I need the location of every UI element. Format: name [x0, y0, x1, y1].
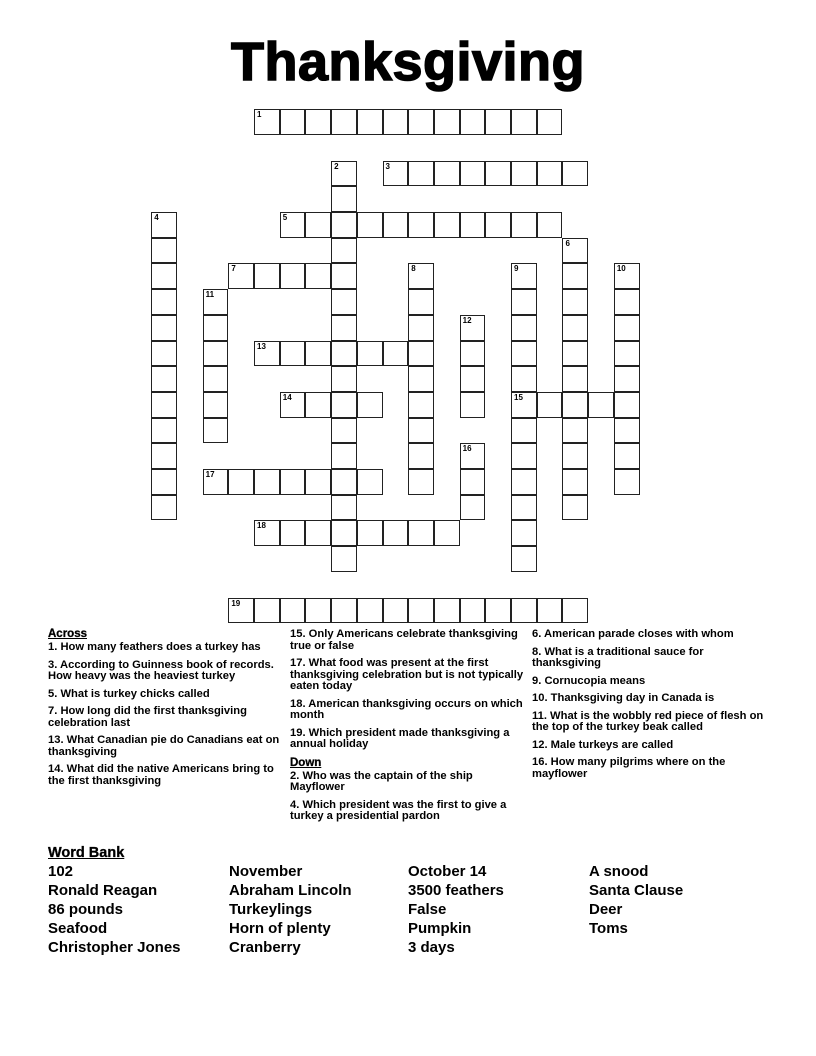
- crossword-cell[interactable]: [537, 598, 563, 624]
- crossword-cell[interactable]: [408, 289, 434, 315]
- word-bank-item: Santa Clause: [589, 882, 684, 899]
- crossword-cell[interactable]: [203, 315, 229, 341]
- crossword-cell[interactable]: [537, 212, 563, 238]
- word-bank-item: False: [408, 901, 447, 918]
- crossword-cell[interactable]: [485, 598, 511, 624]
- crossword-cell[interactable]: [614, 315, 640, 341]
- clue-text: American thanksgiving occurs on which month: [290, 697, 523, 721]
- crossword-cell[interactable]: [562, 289, 588, 315]
- crossword-cell[interactable]: [460, 341, 486, 367]
- crossword-cell[interactable]: [614, 289, 640, 315]
- word-bank-item: Christopher Jones: [48, 939, 181, 956]
- crossword-cell[interactable]: [305, 598, 331, 624]
- crossword-cell[interactable]: [151, 341, 177, 367]
- word-bank-item: Horn of plenty: [229, 920, 331, 937]
- crossword-cell[interactable]: [614, 366, 640, 392]
- crossword-cell[interactable]: [280, 263, 306, 289]
- clue-text: What is the wobbly red piece of flesh on the top of the turkey beak called: [532, 709, 764, 733]
- crossword-cell[interactable]: [280, 212, 306, 238]
- word-bank-item: Turkeylings: [229, 901, 313, 918]
- crossword-cell[interactable]: [562, 263, 588, 289]
- crossword-cell[interactable]: [485, 109, 511, 135]
- clue-text: Cornucopia means: [541, 674, 646, 687]
- crossword-cell[interactable]: [562, 392, 588, 418]
- crossword-cell[interactable]: [460, 495, 486, 521]
- crossword-cell[interactable]: [614, 263, 640, 289]
- crossword-cell[interactable]: [331, 263, 357, 289]
- crossword-cell[interactable]: [562, 598, 588, 624]
- cell-number: 12: [462, 315, 472, 325]
- clue-across-14: [48, 764, 288, 787]
- crossword-cell[interactable]: [357, 598, 383, 624]
- crossword-cell[interactable]: [511, 109, 537, 135]
- crossword-cell[interactable]: [305, 109, 331, 135]
- crossword-cell[interactable]: [331, 315, 357, 341]
- crossword-cell[interactable]: [254, 469, 280, 495]
- crossword-cell[interactable]: [383, 109, 409, 135]
- crossword-cell[interactable]: [460, 443, 486, 469]
- crossword-cell[interactable]: [562, 315, 588, 341]
- clue-down-11: [532, 711, 772, 734]
- crossword-cell[interactable]: [562, 495, 588, 521]
- crossword-cell[interactable]: [357, 109, 383, 135]
- crossword-cell[interactable]: [460, 469, 486, 495]
- cell-number: 1: [257, 110, 262, 120]
- word-bank-item: A snood: [589, 863, 649, 880]
- crossword-cell[interactable]: [562, 443, 588, 469]
- clues-column-1: [48, 628, 288, 793]
- clue-down-16: [532, 757, 772, 780]
- crossword-cell[interactable]: [408, 443, 434, 469]
- crossword-cell[interactable]: [408, 263, 434, 289]
- cell-number: 4: [154, 213, 159, 223]
- crossword-cell[interactable]: [408, 520, 434, 546]
- word-bank-item: Cranberry: [229, 939, 301, 956]
- crossword-cell[interactable]: [460, 315, 486, 341]
- crossword-cell[interactable]: [562, 418, 588, 444]
- clue-number: 8.: [532, 645, 542, 658]
- clue-text: How many pilgrims where on the mayflower: [532, 756, 726, 780]
- crossword-cell[interactable]: [254, 598, 280, 624]
- crossword-cell[interactable]: [280, 598, 306, 624]
- clue-across-5: [48, 689, 288, 701]
- crossword-cell[interactable]: [460, 109, 486, 135]
- crossword-cell[interactable]: [614, 443, 640, 469]
- word-bank-item: Abraham Lincoln: [229, 882, 352, 899]
- crossword-cell[interactable]: [151, 418, 177, 444]
- crossword-cell[interactable]: [408, 418, 434, 444]
- crossword-cell[interactable]: [408, 341, 434, 367]
- crossword-cell[interactable]: [562, 341, 588, 367]
- clue-text: Male turkeys are called: [547, 738, 674, 751]
- cell-number: 18: [257, 521, 266, 531]
- clue-number: 17.: [290, 657, 306, 669]
- word-bank-item: Pumpkin: [408, 920, 472, 937]
- crossword-cell[interactable]: [203, 289, 229, 315]
- crossword-cell[interactable]: [151, 469, 177, 495]
- clue-number: 1.: [48, 641, 58, 653]
- clue-down-8: [532, 647, 772, 670]
- clue-text: Thanksgiving day in Canada is: [547, 692, 715, 704]
- word-bank-item: 3 days: [408, 939, 455, 956]
- clue-text: How long did the first thanksgiving celebration last: [48, 705, 247, 729]
- clue-text: What food was present at the first thanksgiving celebration but is not typically eaten today: [290, 657, 524, 692]
- crossword-cell[interactable]: [383, 598, 409, 624]
- across-heading: Across: [48, 628, 87, 640]
- crossword-cell[interactable]: [357, 341, 383, 367]
- crossword-cell[interactable]: [383, 520, 409, 546]
- crossword-cell[interactable]: [331, 418, 357, 444]
- clue-number: 6.: [532, 628, 542, 640]
- crossword-cell[interactable]: [280, 469, 306, 495]
- crossword-cell[interactable]: [511, 495, 537, 521]
- clue-text: What is turkey chicks called: [57, 687, 210, 700]
- clue-text: What did the native Americans bring to the first thanksgiving: [48, 763, 274, 787]
- clue-across-7: [48, 706, 288, 729]
- crossword-cell[interactable]: [408, 392, 434, 418]
- crossword-cell[interactable]: [537, 161, 563, 187]
- crossword-cell[interactable]: [511, 212, 537, 238]
- cell-number: 11: [205, 290, 215, 300]
- word-bank-item: 102: [48, 863, 74, 880]
- cell-number: 15: [514, 392, 523, 402]
- word-bank-item: 3500 feathers: [408, 882, 504, 899]
- clue-across-17: [290, 658, 530, 693]
- clue-number: 16.: [532, 756, 548, 768]
- clue-number: 19.: [290, 726, 306, 739]
- word-bank-column: [589, 862, 683, 938]
- clue-across-18: [290, 699, 530, 722]
- crossword-cell[interactable]: [408, 469, 434, 495]
- word-bank-item: November: [229, 863, 303, 880]
- crossword-cell[interactable]: [408, 366, 434, 392]
- crossword-cell[interactable]: [331, 212, 357, 238]
- clues-column-3: [532, 629, 772, 786]
- clue-text: What is a traditional sauce for thanksgiving: [532, 645, 704, 669]
- clue-down-9: [532, 676, 772, 688]
- crossword-cell[interactable]: [203, 392, 229, 418]
- cell-number: 16: [462, 444, 472, 454]
- clue-number: 10.: [532, 692, 548, 704]
- crossword-cell[interactable]: [151, 263, 177, 289]
- word-bank-title: Word Bank: [48, 845, 125, 861]
- clue-number: 7.: [48, 705, 58, 717]
- crossword-cell[interactable]: [511, 263, 537, 289]
- crossword-cell[interactable]: [151, 366, 177, 392]
- word-bank-column: [408, 862, 504, 957]
- cell-number: 14: [282, 392, 292, 402]
- clue-across-19: [290, 728, 530, 751]
- crossword-cell[interactable]: [383, 212, 409, 238]
- crossword-cell[interactable]: [614, 392, 640, 418]
- crossword-cell[interactable]: [305, 469, 331, 495]
- clue-number: 18.: [290, 697, 306, 710]
- crossword-cell[interactable]: [614, 418, 640, 444]
- crossword-cell[interactable]: [434, 109, 460, 135]
- crossword-cell[interactable]: [228, 263, 254, 289]
- crossword-cell[interactable]: [280, 341, 306, 367]
- crossword-cell[interactable]: [331, 469, 357, 495]
- cell-number: 9: [514, 264, 519, 274]
- crossword-cell[interactable]: [331, 161, 357, 187]
- crossword-cell[interactable]: [305, 263, 331, 289]
- clue-number: 9.: [532, 674, 542, 687]
- crossword-cell[interactable]: [383, 341, 409, 367]
- word-bank-column: [229, 862, 352, 957]
- crossword-cell[interactable]: [485, 212, 511, 238]
- crossword-cell[interactable]: [511, 289, 537, 315]
- crossword-cell[interactable]: [331, 109, 357, 135]
- crossword-cell[interactable]: [305, 341, 331, 367]
- clue-text: What Canadian pie do Canadians eat on thanksgiving: [48, 734, 280, 758]
- crossword-cell[interactable]: [588, 392, 614, 418]
- clue-text: American parade closes with whom: [541, 628, 734, 640]
- crossword-cell[interactable]: [511, 598, 537, 624]
- clue-across-1: [48, 642, 288, 654]
- crossword-cell[interactable]: [383, 161, 409, 187]
- crossword-cell[interactable]: [331, 495, 357, 521]
- clue-text: According to Guinness book of records. How heavy was the heaviest turkey: [48, 658, 274, 682]
- crossword-cell[interactable]: [460, 161, 486, 187]
- clue-across-15: [290, 629, 530, 652]
- crossword-cell[interactable]: [434, 598, 460, 624]
- clue-down-4: [290, 800, 530, 823]
- clue-down-6: [532, 629, 772, 641]
- crossword-cell[interactable]: [434, 161, 460, 187]
- crossword-cell[interactable]: [331, 598, 357, 624]
- crossword-cell[interactable]: [408, 109, 434, 135]
- cell-number: 2: [334, 161, 339, 171]
- crossword-cell[interactable]: [562, 469, 588, 495]
- crossword-cell[interactable]: [511, 341, 537, 367]
- cell-number: 10: [616, 264, 626, 274]
- crossword-cell[interactable]: [151, 443, 177, 469]
- crossword-cell[interactable]: [254, 341, 280, 367]
- word-bank-item: Deer: [589, 901, 623, 918]
- clue-number: 12.: [532, 738, 548, 751]
- clues-column-2: [290, 629, 530, 829]
- crossword-cell[interactable]: [511, 418, 537, 444]
- crossword-cell[interactable]: [331, 186, 357, 212]
- crossword-cell[interactable]: [151, 238, 177, 264]
- crossword-cell[interactable]: [562, 366, 588, 392]
- clue-down-10: [532, 693, 772, 705]
- crossword-cell[interactable]: [614, 469, 640, 495]
- crossword-cell[interactable]: [151, 392, 177, 418]
- crossword-cell[interactable]: [203, 366, 229, 392]
- crossword-cell[interactable]: [511, 315, 537, 341]
- clue-text: Which president was the first to give a turkey a presidential pardon: [290, 798, 507, 822]
- clue-number: 3.: [48, 658, 58, 671]
- crossword-cell[interactable]: [460, 212, 486, 238]
- clue-across-3: [48, 660, 288, 683]
- crossword-cell[interactable]: [151, 289, 177, 315]
- clue-number: 5.: [48, 687, 58, 700]
- word-bank-item: Ronald Reagan: [48, 882, 158, 899]
- crossword-cell[interactable]: [203, 341, 229, 367]
- crossword-cell[interactable]: [280, 520, 306, 546]
- crossword-cell[interactable]: [331, 546, 357, 572]
- cell-number: 6: [565, 238, 570, 248]
- crossword-cell[interactable]: [305, 520, 331, 546]
- crossword-cell[interactable]: [254, 263, 280, 289]
- cell-number: 13: [257, 341, 266, 351]
- crossword-cell[interactable]: [537, 109, 563, 135]
- crossword-cell[interactable]: [460, 366, 486, 392]
- word-bank-item: Seafood: [48, 920, 108, 937]
- clue-text: Only Americans celebrate thanksgiving true or false: [290, 628, 518, 652]
- cell-number: 7: [231, 264, 236, 274]
- cell-number: 8: [411, 264, 416, 274]
- crossword-cell[interactable]: [357, 469, 383, 495]
- crossword-cell[interactable]: [228, 469, 254, 495]
- crossword-cell[interactable]: [305, 392, 331, 418]
- crossword-cell[interactable]: [331, 443, 357, 469]
- crossword-cell[interactable]: [357, 520, 383, 546]
- crossword-cell[interactable]: [408, 315, 434, 341]
- crossword-cell[interactable]: [408, 598, 434, 624]
- word-bank-item: Toms: [589, 920, 628, 937]
- word-bank-item: 86 pounds: [48, 901, 124, 918]
- page-title: Thanksgiving: [230, 32, 586, 92]
- crossword-cell[interactable]: [511, 161, 537, 187]
- crossword-cell[interactable]: [331, 392, 357, 418]
- clue-text: Which president made thanksgiving a annual holiday: [290, 726, 510, 750]
- crossword-cell[interactable]: [280, 109, 306, 135]
- clue-text: How many feathers does a turkey has: [57, 641, 261, 653]
- cell-number: 17: [205, 470, 215, 480]
- cell-number: 3: [385, 161, 390, 171]
- clue-number: 2.: [290, 769, 300, 782]
- crossword-cell[interactable]: [203, 469, 229, 495]
- clue-number: 13.: [48, 734, 64, 746]
- crossword-cell[interactable]: [485, 161, 511, 187]
- crossword-cell[interactable]: [460, 598, 486, 624]
- crossword-cell[interactable]: [562, 161, 588, 187]
- cell-number: 19: [231, 598, 241, 608]
- crossword-cell[interactable]: [562, 238, 588, 264]
- crossword-cell[interactable]: [280, 392, 306, 418]
- crossword-cell[interactable]: [408, 161, 434, 187]
- clue-text: Who was the captain of the ship Mayflower: [290, 769, 473, 793]
- crossword-cell[interactable]: [203, 418, 229, 444]
- crossword-cell[interactable]: [511, 443, 537, 469]
- crossword-cell[interactable]: [434, 520, 460, 546]
- crossword-cell[interactable]: [537, 392, 563, 418]
- crossword-cell[interactable]: [511, 392, 537, 418]
- crossword-cell[interactable]: [151, 495, 177, 521]
- crossword-cell[interactable]: [331, 289, 357, 315]
- word-bank-item: October 14: [408, 863, 487, 880]
- clue-down-2: [290, 771, 530, 794]
- clue-across-13: [48, 735, 288, 758]
- crossword-cell[interactable]: [228, 598, 254, 624]
- crossword-cell[interactable]: [331, 366, 357, 392]
- crossword-cell[interactable]: [460, 392, 486, 418]
- crossword-cell[interactable]: [331, 238, 357, 264]
- crossword-cell[interactable]: [511, 546, 537, 572]
- crossword-cell[interactable]: [614, 341, 640, 367]
- clue-number: 15.: [290, 628, 306, 640]
- word-bank-column: [48, 862, 181, 957]
- clue-number: 14.: [48, 763, 64, 775]
- crossword-cell[interactable]: [511, 469, 537, 495]
- crossword-cell[interactable]: [151, 212, 177, 238]
- clue-number: 4.: [290, 798, 300, 811]
- crossword-cell[interactable]: [331, 520, 357, 546]
- crossword-cell[interactable]: [305, 212, 331, 238]
- crossword-cell[interactable]: [254, 109, 280, 135]
- cell-number: 5: [282, 213, 288, 223]
- crossword-cell[interactable]: [254, 520, 280, 546]
- crossword-cell[interactable]: [511, 366, 537, 392]
- crossword-cell[interactable]: [357, 212, 383, 238]
- crossword-cell[interactable]: [151, 315, 177, 341]
- clue-down-12: [532, 740, 772, 752]
- down-heading: Down: [290, 756, 322, 769]
- crossword-cell[interactable]: [408, 212, 434, 238]
- crossword-cell[interactable]: [511, 520, 537, 546]
- crossword-cell[interactable]: [357, 392, 383, 418]
- crossword-cell[interactable]: [434, 212, 460, 238]
- crossword-cell[interactable]: [331, 341, 357, 367]
- clue-number: 11.: [532, 709, 547, 722]
